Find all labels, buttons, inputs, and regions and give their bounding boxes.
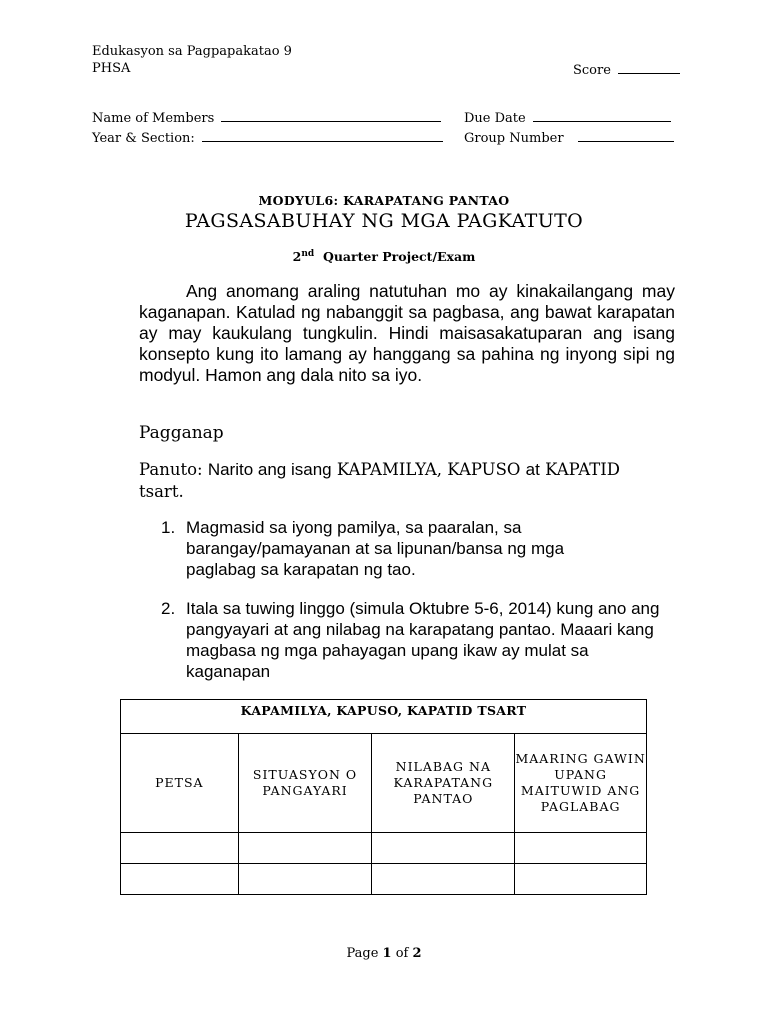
pagganap-heading: Pagganap <box>139 423 224 443</box>
kapamilya-tsart-table <box>120 699 647 895</box>
panuto-text-b: KAPAMILYA, KAPUSO <box>336 460 521 479</box>
main-title: PAGSASABUHAY NG MGA PAGKATUTO <box>184 210 584 232</box>
module-title: MODYUL6: KARAPATANG PANTAO <box>258 193 510 208</box>
table-cell[interactable] <box>515 833 647 864</box>
table-cell[interactable] <box>121 864 239 895</box>
members-field <box>92 109 441 127</box>
score-blank[interactable] <box>618 61 680 74</box>
table-cell[interactable] <box>238 864 372 895</box>
page-total: 2 <box>412 946 422 961</box>
quarter-number: 2 <box>292 249 302 265</box>
table-cell[interactable] <box>238 833 372 864</box>
year-section-field <box>92 129 443 147</box>
list-item-number: 1. <box>161 518 176 537</box>
list-item <box>161 517 591 580</box>
panuto-text-d: KAPATID <box>545 460 621 479</box>
group-number-blank[interactable] <box>578 129 674 142</box>
list-item-text: Magmasid sa iyong pamilya, sa paaralan, sa barangay/pamayanan at sa lipunan/bansa ng mga paglabag sa karapatan ng tao. <box>186 518 565 579</box>
quarter-suffix: nd <box>301 249 315 259</box>
panuto-text-e: tsart. <box>139 482 184 501</box>
page-footer <box>0 946 768 961</box>
page-of-label: of <box>395 946 409 961</box>
due-date-label: Due Date <box>464 111 526 126</box>
members-label: Name of Members <box>92 111 215 126</box>
due-date-blank[interactable] <box>533 109 671 122</box>
list-item <box>161 598 661 682</box>
school-header: PHSA <box>92 61 131 76</box>
group-number-label: Group Number <box>464 131 564 146</box>
quarter-text: Quarter Project/Exam <box>322 249 476 265</box>
page-label: Page <box>346 946 379 961</box>
list-item-text: Itala sa tuwing linggo (simula Oktubre 5-6, 2014) kung ano ang pangyayari at ang nilabag na karapatang pantao. Maaari kang magbasa ng mga pahayagan upang ikaw ay mulat sa kaganapan <box>186 599 660 681</box>
table-title: KAPAMILYA, KAPUSO, KAPATID TSART <box>121 700 647 734</box>
panuto-instruction <box>139 459 679 503</box>
quarter-subtitle <box>0 249 768 264</box>
panuto-label: Panuto: <box>139 460 203 479</box>
table-cell[interactable] <box>515 864 647 895</box>
table-row <box>121 833 647 864</box>
year-section-label: Year & Section: <box>92 131 195 146</box>
list-item-number: 2. <box>161 599 176 618</box>
column-header-maaring-gawin: MAARING GAWIN UPANG MAITUWID ANG PAGLABAG <box>515 734 647 833</box>
panuto-text-a: Narito ang isang <box>207 460 332 479</box>
members-blank[interactable] <box>221 109 441 122</box>
intro-paragraph: Ang anomang araling natutuhan mo ay kinakailangang may kaganapan. Katulad ng nabanggit sa pagbasa, ang bawat karapatan ay may kaukulang tungkulin. Hindi maisasakatuparan ang isang konsepto kung ito lamang ay hanggang sa pahina ng inyong sipi ng modyul. Hamon ang dala nito sa iyo. <box>139 281 675 385</box>
table-cell[interactable] <box>372 833 515 864</box>
due-date-field <box>464 109 671 127</box>
column-header-situasyon: SITUASYON O PANGAYARI <box>238 734 372 833</box>
year-section-blank[interactable] <box>202 129 443 142</box>
page-current: 1 <box>382 946 392 961</box>
score-label: Score <box>573 63 611 78</box>
column-header-petsa: PETSA <box>121 734 239 833</box>
table-cell[interactable] <box>121 833 239 864</box>
score-field <box>573 61 680 79</box>
table-cell[interactable] <box>372 864 515 895</box>
table-row <box>121 864 647 895</box>
panuto-text-c: at <box>525 460 540 479</box>
group-number-field <box>464 129 674 147</box>
column-header-nilabag: NILABAG NA KARAPATANG PANTAO <box>372 734 515 833</box>
subject-header: Edukasyon sa Pagpapakatao 9 <box>92 44 292 59</box>
